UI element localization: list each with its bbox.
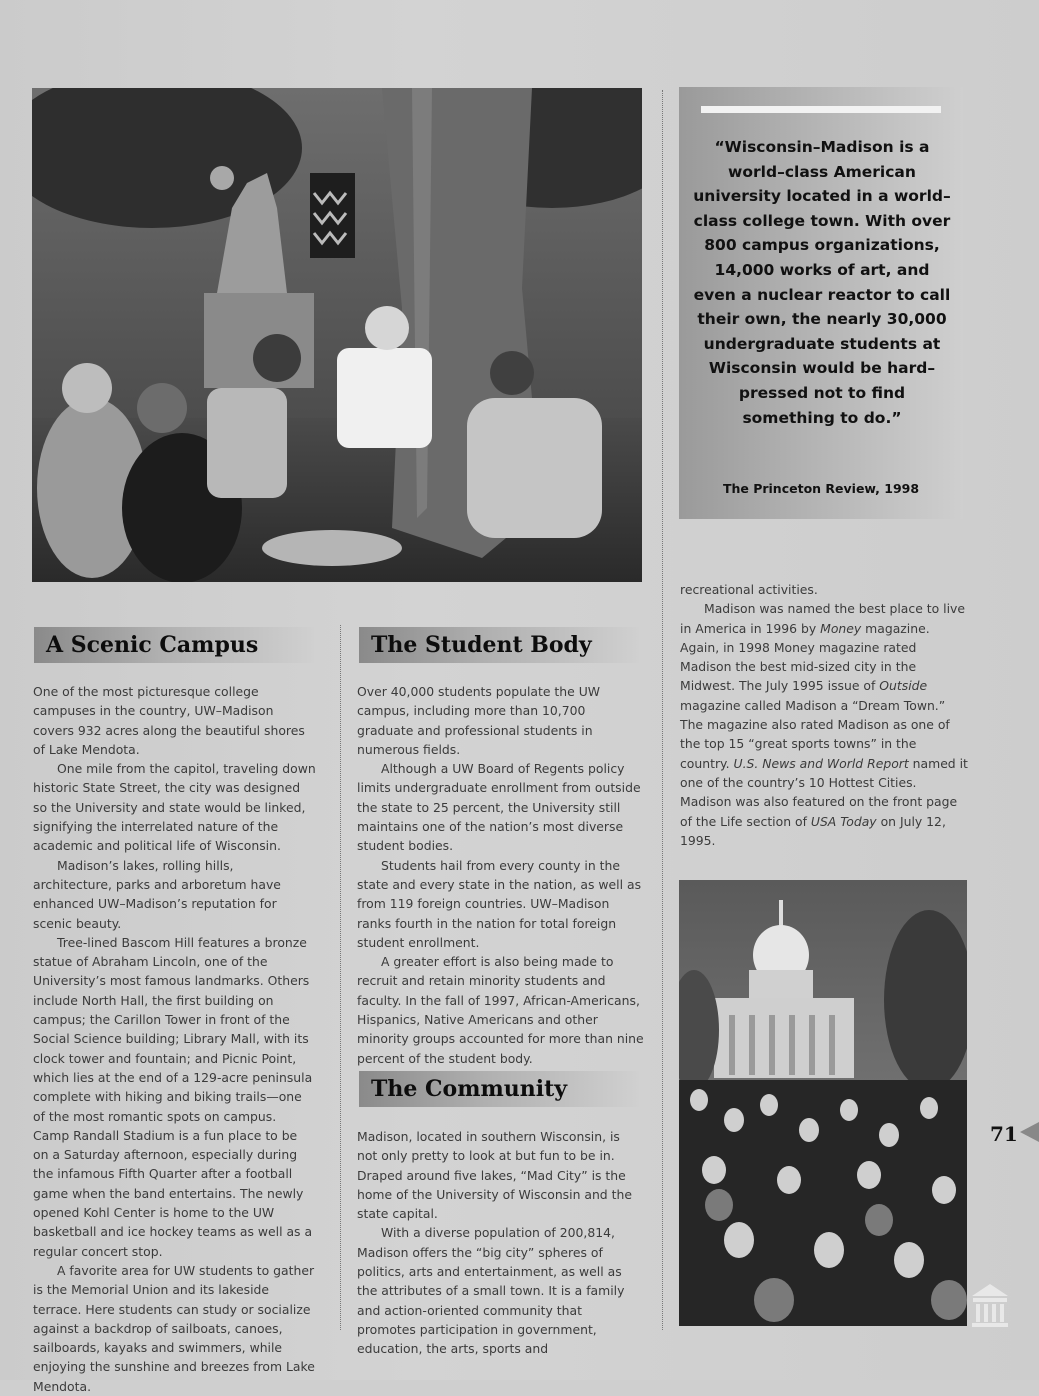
paragraph: A greater effort is also being made to recruit and retain minority students and faculty. In the fall of 1997, African-Americans, Hispanics, Native Americans and other minority groups accounted for more than nine percent of the student body. bbox=[357, 954, 644, 1066]
page-tab-arrow-icon bbox=[1020, 1122, 1039, 1142]
paragraph: A favorite area for UW students to gather is the Memorial Union and its lakeside terrace. Here students can study or socialize against a backdrop of sailboats, canoes, sailboards, kayaks and swimmers, while enjoying the sunshine and breezes from Lake Mendota. bbox=[33, 1262, 315, 1394]
paragraph: recreational activities. bbox=[680, 582, 818, 597]
paragraph: Although a UW Board of Regents policy limits undergraduate enrollment from outside the state to 25 percent, the University still maintains one of the nation’s most diverse student bodies. bbox=[357, 761, 641, 854]
text-run: Madison was named the best place to live in America in 1996 by bbox=[680, 601, 965, 636]
heading-scenic-campus: A Scenic Campus bbox=[34, 627, 314, 663]
paragraph bbox=[680, 599, 968, 850]
column-rule bbox=[662, 90, 663, 1330]
page-number: 71 bbox=[990, 1122, 1018, 1146]
paragraph: Tree-lined Bascom Hill features a bronze statue of Abraham Lincoln, one of the University’s most famous landmarks. Others include North Hall, the first building on campus; the Carillon Tower in front of the Social Science building; Library Mall, with its clock tower and fountain; and Picnic Point, which lies at the end of a 129-acre peninsula complete with hiking and biking trails—one of the most romantic spots on campus. Camp Randall Stadium is a fun place to be on a Saturday afternoon, especially during the infamous Fifth Quarter after a football game when the band entertains. The newly opened Kohl Center is home to the UW basketball and ice hockey teams as well as a regular concert stop. bbox=[33, 934, 313, 1259]
building-logo-icon bbox=[969, 1280, 1011, 1328]
heading-student-body: The Student Body bbox=[359, 627, 639, 663]
quote-text: “Wisconsin–Madison is a world–class American university located in a world–class college town. With over 800 campus organizations, 14,000 works of art, and even a nuclear reactor to call their own, the nearly 30,000 undergraduate students at Wisconsin would be hard–pressed not to find something to do.” bbox=[693, 138, 951, 427]
paragraph: Madison, located in southern Wisconsin, is not only pretty to look at but fun to be in. Draped around five lakes, “Mad City” is the home of the University of Wisconsin and the state capital. bbox=[357, 1129, 632, 1222]
capitol-tulips-photo bbox=[679, 880, 967, 1326]
text-run: named it one of the country’s 10 Hottest Cities. Madison was also featured on the front page of the Life section of bbox=[680, 755, 968, 829]
column-community bbox=[357, 1127, 644, 1359]
publication-usnews: U.S. News and World Report bbox=[733, 755, 909, 771]
quote-box bbox=[679, 87, 963, 519]
column-rule bbox=[340, 625, 341, 1330]
text-run: magazine called Madison a “Dream Town.” The magazine also rated Madison as one of the top 15 “great sports towns” in the country. bbox=[680, 697, 950, 771]
publication-usatoday: USA Today bbox=[810, 813, 877, 829]
publication-outside: Outside bbox=[879, 678, 928, 694]
paragraph: With a diverse population of 200,814, Madison offers the “big city” spheres of politics, arts and entertainment, as well as the attributes of a small town. It is a family and action-oriented community that promotes participation in government, education, the arts, sports and bbox=[357, 1225, 625, 1357]
text-run: magazine. Again, in 1998 Money magazine rated Madison the best mid-sized city in the Midwest. The July 1995 issue of bbox=[680, 620, 930, 694]
quote-divider bbox=[701, 106, 941, 113]
heading-community: The Community bbox=[359, 1071, 639, 1107]
quote-source: The Princeton Review, 1998 bbox=[722, 481, 920, 496]
paragraph: One of the most picturesque college campuses in the country, UW–Madison covers 932 acres along the beautiful shores of Lake Mendota. bbox=[33, 684, 305, 757]
column-right bbox=[680, 580, 968, 850]
publication-money: Money bbox=[820, 620, 862, 636]
paragraph: One mile from the capitol, traveling down historic State Street, the city was designed so the University and state would be linked, signifying the interrelated nature of the academic and political life of Wisconsin. bbox=[33, 761, 316, 854]
column-scenic-campus bbox=[33, 682, 316, 1396]
paragraph: Students hail from every county in the state and every state in the nation, as well as from 119 foreign countries. UW–Madison ranks fourth in the nation for total foreign student enrollment. bbox=[357, 857, 642, 950]
column-student-body bbox=[357, 682, 644, 1068]
paragraph: Madison’s lakes, rolling hills, architecture, parks and arboretum have enhanced UW–Madison’s reputation for scenic beauty. bbox=[33, 857, 281, 931]
text-run: on July 12, 1995. bbox=[680, 813, 946, 848]
paragraph: Over 40,000 students populate the UW campus, including more than 10,700 graduate and professional students in numerous fields. bbox=[357, 684, 601, 757]
campus-class-photo bbox=[32, 88, 642, 582]
